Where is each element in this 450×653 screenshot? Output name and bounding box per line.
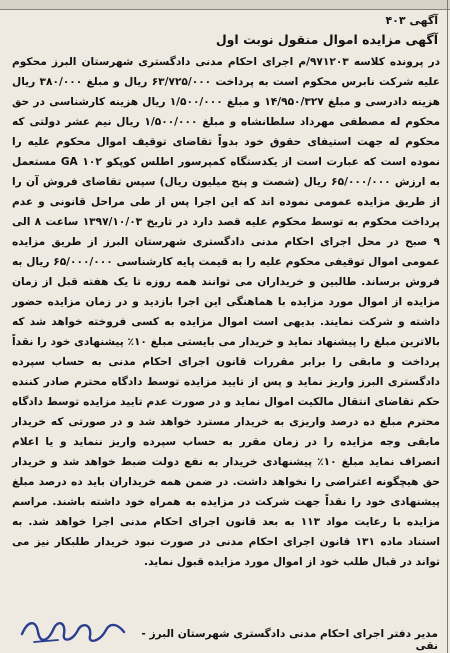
handwritten-signature <box>14 608 134 650</box>
notice-footer: مدیر دفتر اجرای احکام مدنی دادگستری شهرستان البرز - نقی <box>141 628 438 652</box>
top-border-strip <box>0 0 450 10</box>
notice-tag: آگهی ۴۰۳ <box>385 14 438 27</box>
column-rule <box>447 0 448 653</box>
notice-body: در پرونده کلاسه ۹۷۱۲۰۳/م اجرای احکام مدنی دادگستری شهرستان البرز محکوم علیه شرکت نابرس محکوم است به پرداخت ۶۳/۷۲۵/۰۰۰ ریال و مبلغ ۳۸۰/۰۰۰ ریال هزینه دادرسی و مبلغ ۱۴/۹۵۰/۳۲۷ و مبلغ ۱/۵۰۰/۰۰۰ ریال هزینه کارشناسی در حق محکوم له مصطفی مهرداد سلطانشاه و مبلغ ۱/۵۰۰/۰۰۰ ریال نیم عشر دولتی که محکوم له جهت استیفای حقوق خود بدواً تقاضای توقیف اموال محکوم علیه را نموده است که عبارت است از یکدستگاه کمپرسور اطلس کوپکو GA ۱۰۲ مستعمل به ارزش ۶۵/۰۰۰/۰۰۰ ریال (شصت و پنج میلیون ریال) سپس تقاضای فروش آن را از طریق مزایده عمومی نموده اند که این اجرا پس از طی مراحل قانونی و عدم پرداخت محکوم به توسط محکوم علیه قصد دارد در تاریخ ۱۳۹۷/۱۰/۰۳ ساعت ۸ الی ۹ صبح در محل اجرای احکام مدنی دادگستری شهرستان البرز از طریق مزایده عمومی اموال توقیفی محکوم علیه را به قیمت پایه کارشناسی ۶۵/۰۰۰/۰۰۰ ریال به فروش برساند. طالبین و خریداران می توانند همه روزه تا یک هفته قبل از زمان مزایده از اموال مورد مزایده با هماهنگی این اجرا بازدید و در زمان مزایده حضور داشته و شرکت نمایند. بدیهی است اموال مزایده به کسی فروخته خواهد شد که بالاترین مبلغ را پیشنهاد نماید و خریدار می بایستی مبلغ ۱۰٪ پیشنهادی خود را نقداً پرداخت و مابقی را برابر مقررات قانون اجرای احکام مدنی به حساب سپرده دادگستری البرز واریز نماید و پس از تایید مزایده توسط دادگاه محترم صادر کننده حکم تقاضای انتقال مالکیت اموال نماید و در صورت عدم تایید مزایده توسط دادگاه محترم مبلغ ده درصد واریزی به خریدار مسترد خواهد شد و در صورتی که خریدار مابقی وجه مزایده را در زمان مقرر به حساب سپرده واریز ننماید و یا اعلام انصراف نماید مبلغ ۱۰٪ پیشنهادی خریدار به نفع دولت ضبط خواهد شد و خریدار حق هیچگونه اعتراضی را نخواهد داشت. در ضمن همه خریداران باید ده درصد مبلغ پیشنهادی خود را نقداً جهت شرکت در مزایده به همراه خود داشته باشند. مراسم مزایده با رعایت مواد ۱۱۳ به بعد قانون اجرای احکام مدنی اجرا خواهد شد. به استناد ماده ۱۳۱ قانون اجرای احکام مدنی در صورت نبود خریدار طلبکار نیز می تواند در قبال طلب خود از اموال مورد مزایده قبول نماید. <box>12 56 441 568</box>
notice-title: آگهی مزایده اموال منقول نوبت اول <box>215 32 438 47</box>
